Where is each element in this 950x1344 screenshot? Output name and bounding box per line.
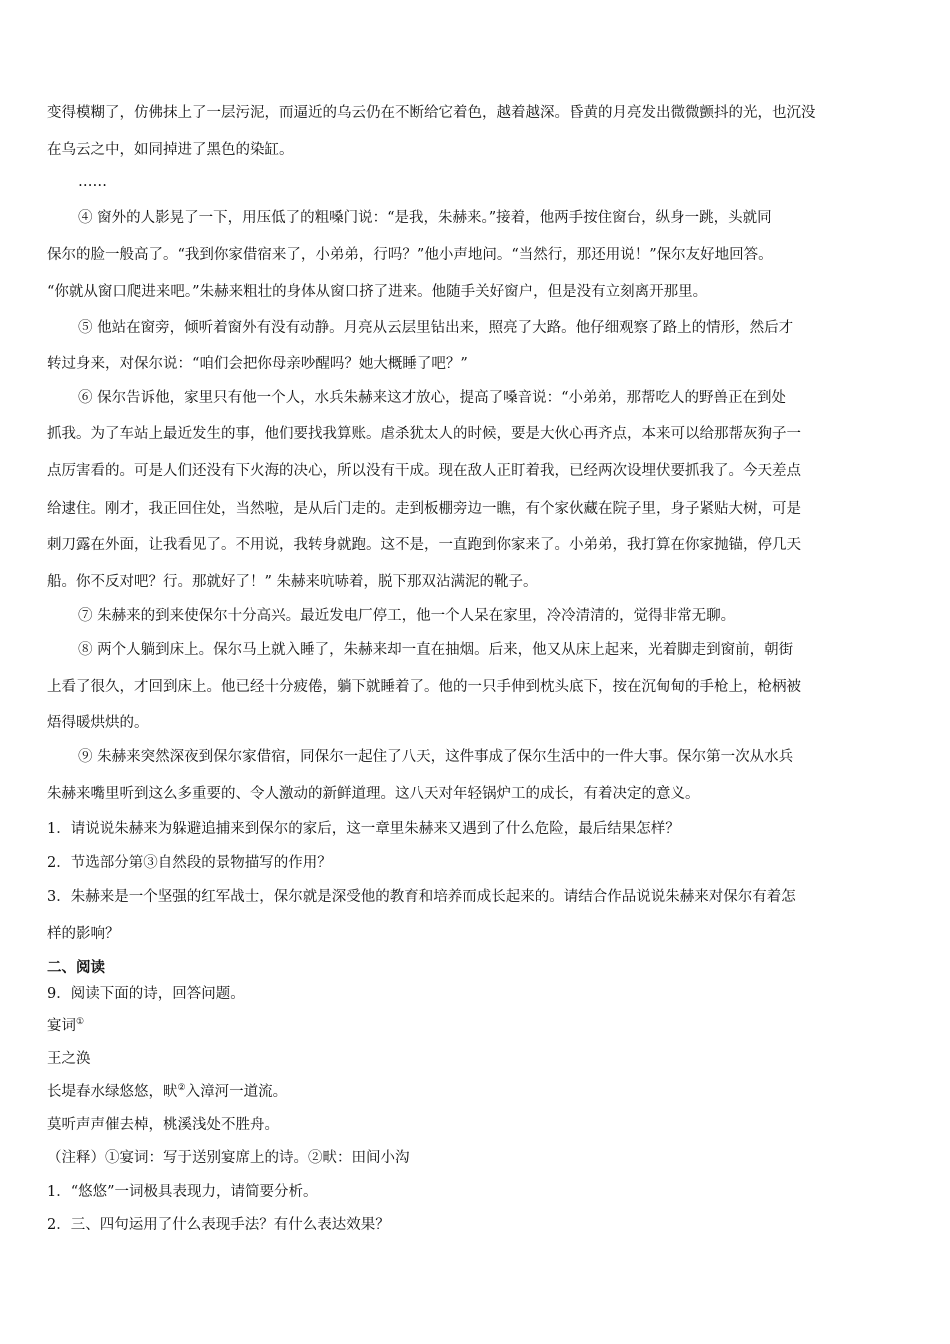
question-9: 9．阅读下面的诗，回答问题。 [47,986,245,1002]
poem-line: 莫听声声催去棹，桃溪浅处不胜舟。 [47,1117,279,1133]
passage-line: 刺刀露在外面，让我看见了。不用说，我转身就跑。这不是，一直跑到你家来了。小弟弟，我打算在你家抛锚，停几天 [47,537,801,553]
footnote-marker: ① [76,1017,85,1028]
passage-line: ⑧ 两个人躺到床上。保尔马上就入睡了，朱赫来却一直在抽烟。后来，他又从床上起来，光着脚走到窗前，朝街 [78,642,794,658]
passage-line: 焐得暖烘烘的。 [47,715,149,731]
passage-line: 点厉害看的。可是人们还没有下火海的决心，所以没有干成。现在敌人正盯着我，已经两次设埋伏要抓我了。今天差点 [47,463,801,479]
passage-line: ④ 窗外的人影晃了一下，用压低了的粗嗓门说：“是我，朱赫来。”接着，他两手按住窗台，纵身一跳，头就同 [78,210,772,226]
passage-line: “你就从窗口爬进来吧。”朱赫来粗壮的身体从窗口挤了进来。他随手关好窗户，但是没有立刻离开那里。 [47,284,708,300]
question-3-cont: 样的影响？ [47,926,120,942]
passage-line: 转过身来，对保尔说：“咱们会把你母亲吵醒吗？她大概睡了吧？” [47,356,468,372]
question-1: 1．请说说朱赫来为躲避追捕来到保尔的家后，这一章里朱赫来又遇到了什么危险，最后结果怎样？ [47,821,680,837]
passage-line: 在乌云之中，如同掉进了黑色的染缸。 [47,142,294,158]
poem-line: 长堤春水绿悠悠，畎②入漳河一道流。 [47,1083,288,1100]
section-heading: 二、阅读 [47,960,105,976]
passage-line: 给逮住。刚才，我正回住处，当然啦，是从后门走的。走到板棚旁边一瞧，有个家伙藏在院子里，身子紧贴大树，可是 [47,501,801,517]
poem-author: 王之涣 [47,1051,91,1067]
ellipsis: …… [78,174,107,190]
sub-question-1: 1．“悠悠”一词极具表现力，请简要分析。 [47,1184,318,1200]
question-2: 2．节选部分第③自然段的景物描写的作用？ [47,855,332,871]
annotation: （注释）①宴词：写于送别宴席上的诗。②畎：田间小沟 [47,1150,410,1166]
footnote-marker: ② [177,1083,186,1094]
passage-line: 朱赫来嘴里听到这么多重要的、令人激动的新鲜道理。这八天对年轻锅炉工的成长，有着决定的意义。 [47,786,700,802]
sub-question-2: 2．三、四句运用了什么表现手法？有什么表达效果？ [47,1217,390,1233]
passage-line: 保尔的脸一般高了。“我到你家借宿来了，小弟弟，行吗？”他小声地问。“当然行，那还用说！”保尔友好地回答。 [47,247,773,263]
passage-line: 船。你不反对吧？行。那就好了！” 朱赫来吭哧着，脱下那双沾满泥的靴子。 [47,574,538,590]
passage-line: 抓我。为了车站上最近发生的事，他们要找我算账。虐杀犹太人的时候，要是大伙心再齐点，本来可以给那帮灰狗子一 [47,426,801,442]
passage-line: 上看了很久，才回到床上。他已经十分疲倦，躺下就睡着了。他的一只手伸到枕头底下，按在沉甸甸的手枪上，枪柄被 [47,679,801,695]
passage-line: ⑤ 他站在窗旁，倾听着窗外有没有动静。月亮从云层里钻出来，照亮了大路。他仔细观察了路上的情形，然后才 [78,320,794,336]
passage-line: 变得模糊了，仿佛抹上了一层污泥，而逼近的乌云仍在不断给它着色，越着越深。昏黄的月亮发出微微颤抖的光，也沉没 [47,105,816,121]
passage-line: ⑦ 朱赫来的到来使保尔十分高兴。最近发电厂停工，他一个人呆在家里，冷冷清清的，觉得非常无聊。 [78,608,736,624]
question-3: 3．朱赫来是一个坚强的红军战士，保尔就是深受他的教育和培养而成长起来的。请结合作品说说朱赫来对保尔有着怎 [47,889,796,905]
passage-line: ⑥ 保尔告诉他，家里只有他一个人，水兵朱赫来这才放心，提高了嗓音说：“小弟弟，那帮吃人的野兽正在到处 [78,390,787,406]
passage-line: ⑨ 朱赫来突然深夜到保尔家借宿，同保尔一起住了八天，这件事成了保尔生活中的一件大事。保尔第一次从水兵 [78,749,794,765]
poem-title: 宴词① [47,1017,85,1034]
